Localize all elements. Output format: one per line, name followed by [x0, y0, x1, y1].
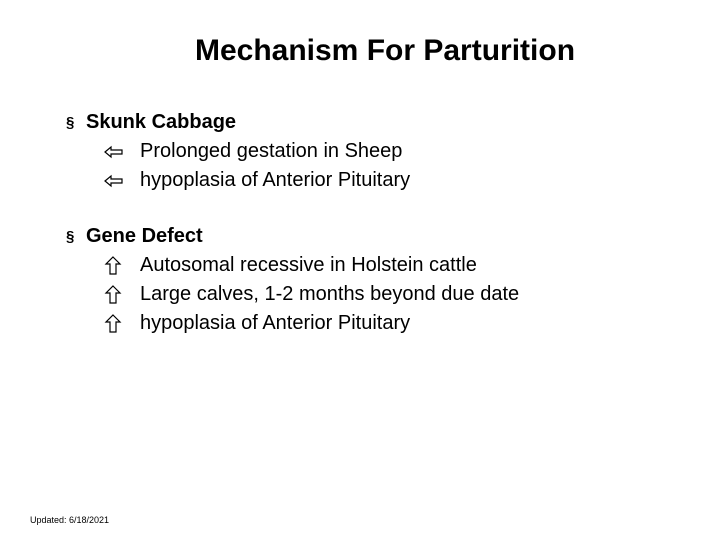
list-item [104, 280, 686, 309]
section-bullet-icon: § [66, 114, 75, 131]
section-gene-defect [66, 222, 686, 338]
list-item [104, 137, 686, 166]
up-arrow-outline-icon [104, 314, 140, 334]
list-item-text: Prolonged gestation in Sheep [140, 140, 403, 162]
section-heading [66, 222, 686, 251]
section-label: Gene Defect [86, 225, 203, 247]
slide-title: Mechanism For Parturition [194, 34, 576, 67]
section-bullet-icon: § [66, 228, 75, 245]
list-item [104, 166, 686, 195]
list-item-text: Large calves, 1-2 months beyond due date [140, 283, 520, 305]
section-skunk-cabbage [66, 108, 686, 195]
list-item-text: hypoplasia of Anterior Pituitary [140, 312, 411, 334]
list-item [104, 309, 686, 338]
up-arrow-outline-icon [104, 256, 140, 276]
list-item-text: hypoplasia of Anterior Pituitary [140, 169, 411, 191]
section-label: Skunk Cabbage [86, 111, 237, 133]
left-arrow-outline-icon [104, 174, 140, 188]
section-heading [66, 108, 686, 137]
list-item [104, 251, 686, 280]
list-item-text: Autosomal recessive in Holstein cattle [140, 254, 477, 276]
updated-date: Updated: 6/18/2021 [30, 515, 110, 525]
left-arrow-outline-icon [104, 145, 140, 159]
up-arrow-outline-icon [104, 285, 140, 305]
